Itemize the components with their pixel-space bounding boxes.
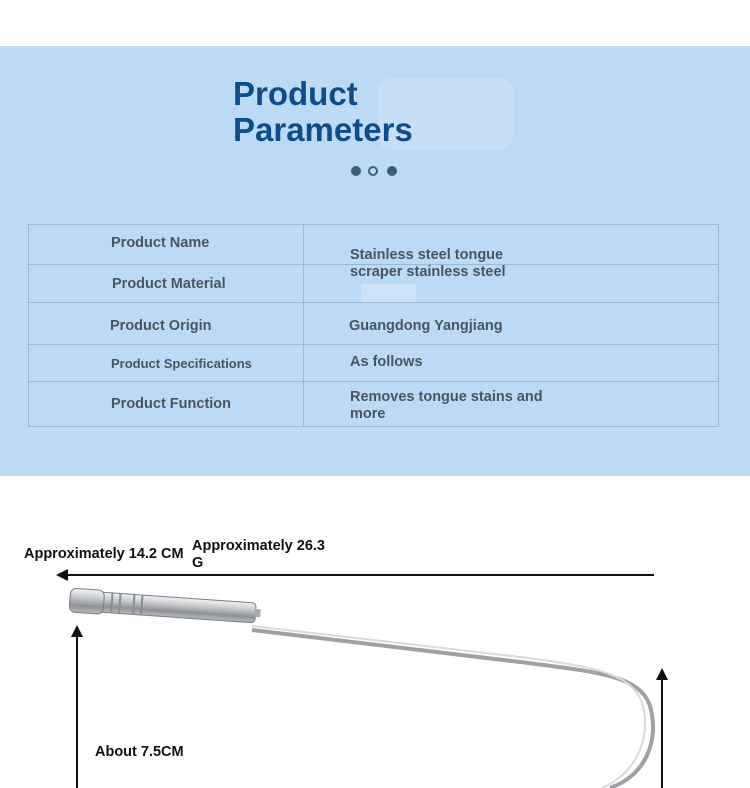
- table-row-divider: [28, 302, 719, 303]
- label-product-origin: Product Origin: [110, 318, 212, 334]
- weight-label: Approximately 26.3 G: [192, 538, 325, 571]
- section-title: [233, 76, 453, 148]
- value-product-function: Removes tongue stains and more: [350, 389, 543, 422]
- table-row-divider: [28, 344, 719, 345]
- label-product-name: Product Name: [111, 235, 210, 251]
- table-border-bottom: [28, 426, 719, 427]
- dot-filled-icon: [351, 166, 361, 176]
- table-row-divider: [28, 381, 719, 382]
- table-border-right: [718, 224, 719, 427]
- table-border-left: [28, 224, 29, 427]
- value-product-origin: Guangdong Yangjiang: [349, 318, 503, 334]
- section-title-line-1: Product: [233, 75, 358, 112]
- product-parameters-panel: [0, 46, 750, 476]
- tongue-scraper-image: [0, 476, 750, 788]
- table-border-top: [28, 224, 719, 225]
- value-product-specifications: As follows: [350, 354, 423, 370]
- dot-filled-icon: [387, 166, 397, 176]
- dot-hollow-icon: [368, 166, 378, 176]
- label-product-function: Product Function: [111, 396, 232, 412]
- merged-cell-glow: [361, 284, 416, 302]
- spec-table: [28, 224, 719, 427]
- dimension-diagram: [0, 476, 750, 788]
- height-label: About 7.5CM: [95, 744, 184, 760]
- decorative-dots: [350, 166, 400, 178]
- value-product-name: Stainless steel tongue scraper stainless steel: [350, 247, 506, 280]
- section-title-line-2: Parameters: [233, 111, 413, 148]
- top-white-strip: [0, 0, 750, 46]
- length-label: Approximately 14.2 CM: [24, 546, 184, 562]
- label-product-material: Product Material: [112, 276, 226, 292]
- label-product-specifications: Product Specifications: [111, 356, 252, 371]
- table-column-divider: [303, 224, 304, 427]
